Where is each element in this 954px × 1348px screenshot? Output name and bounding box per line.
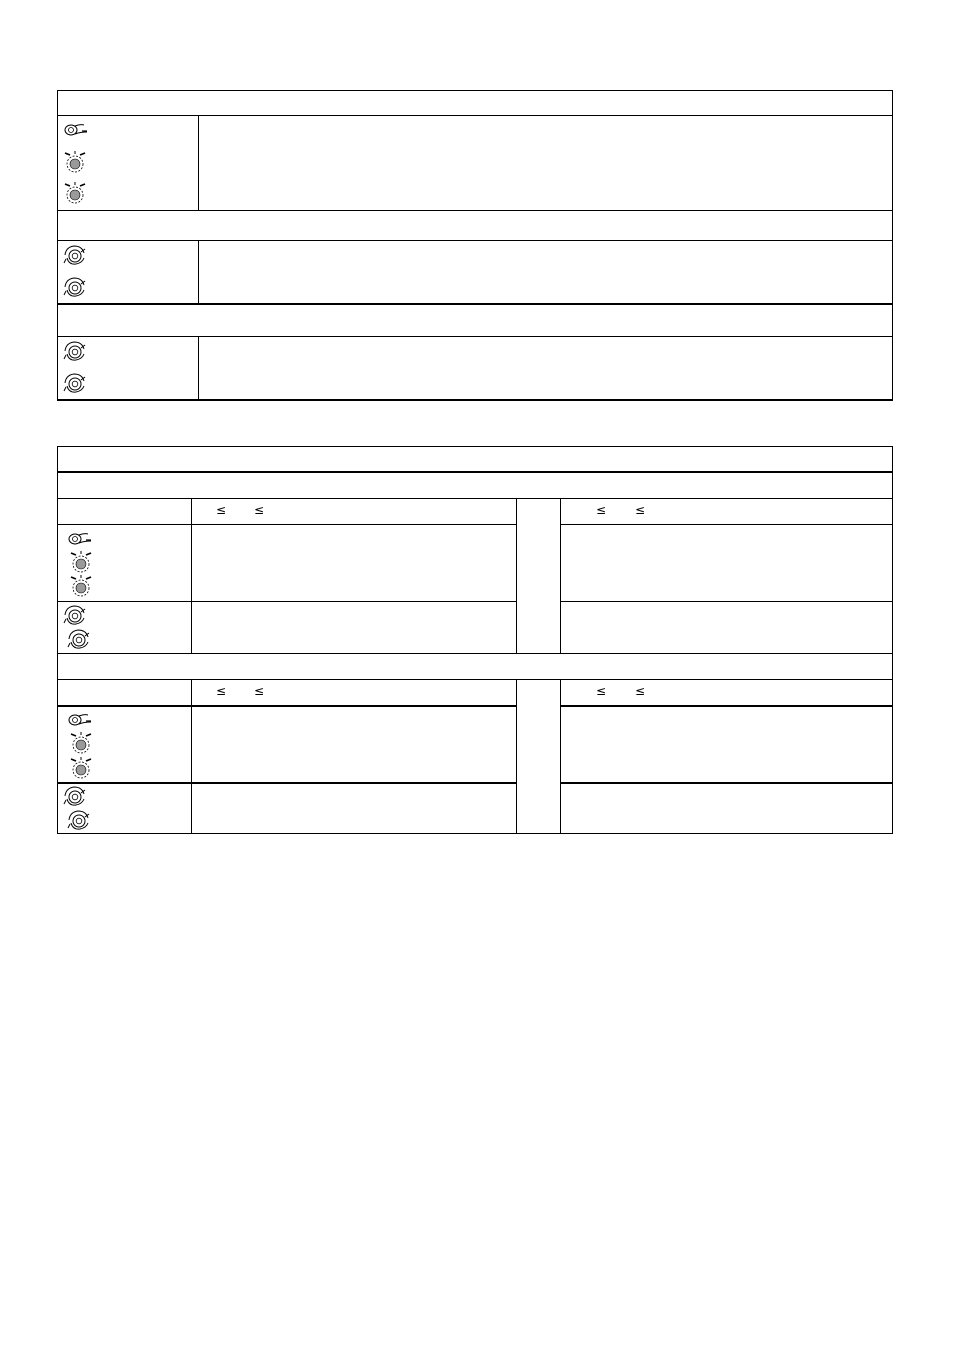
row-divider: [57, 679, 893, 680]
column-divider: [198, 240, 199, 304]
column-divider: [516, 679, 517, 834]
hand-dial-icon: [62, 784, 88, 808]
sensor-lamp-icon: [68, 574, 94, 598]
row-divider: [57, 115, 893, 116]
row-divider: [560, 601, 893, 602]
sensor-lamp-icon: [68, 756, 94, 780]
row-divider: [57, 240, 893, 241]
row-divider: [57, 705, 517, 707]
row-divider: [57, 498, 893, 499]
less-equal-symbol: ≤: [635, 684, 646, 698]
hand-dial-icon: [66, 627, 92, 651]
less-equal-symbol: ≤: [254, 684, 265, 698]
less-equal-symbol: ≤: [254, 503, 265, 517]
row-divider: [57, 601, 517, 602]
row-divider: [57, 303, 893, 305]
table-border: [57, 833, 893, 834]
hand-dial-icon: [62, 243, 88, 267]
hand-dial-icon: [62, 275, 88, 299]
column-divider: [198, 336, 199, 400]
knob-lever-icon: [66, 708, 92, 732]
column-divider: [198, 115, 199, 211]
table-border: [57, 399, 893, 401]
table-border: [57, 90, 893, 91]
row-divider: [57, 653, 893, 654]
row-divider: [57, 524, 517, 525]
hand-dial-icon: [62, 371, 88, 395]
knob-lever-icon: [66, 527, 92, 551]
column-divider: [516, 498, 517, 653]
row-divider: [560, 705, 893, 707]
sensor-lamp-icon: [68, 550, 94, 574]
less-equal-symbol: ≤: [216, 684, 227, 698]
column-divider: [560, 679, 561, 834]
table-border: [892, 90, 893, 400]
less-equal-symbol: ≤: [216, 503, 227, 517]
row-divider: [57, 210, 893, 211]
sensor-lamp-icon: [62, 150, 88, 174]
less-equal-symbol: ≤: [635, 503, 646, 517]
row-divider: [57, 336, 893, 337]
row-divider: [57, 782, 517, 784]
less-equal-symbol: ≤: [596, 684, 607, 698]
table-border: [57, 446, 58, 834]
hand-dial-icon: [66, 808, 92, 832]
sensor-lamp-icon: [68, 731, 94, 755]
knob-lever-icon: [62, 118, 88, 142]
sensor-lamp-icon: [62, 181, 88, 205]
hand-dial-icon: [62, 603, 88, 627]
row-divider: [560, 782, 893, 784]
table-border: [892, 446, 893, 834]
column-divider: [191, 679, 192, 834]
row-divider: [57, 471, 893, 473]
hand-dial-icon: [62, 339, 88, 363]
table-border: [57, 90, 58, 400]
column-divider: [191, 498, 192, 653]
less-equal-symbol: ≤: [596, 503, 607, 517]
table-border: [57, 446, 893, 447]
row-divider: [560, 524, 893, 525]
column-divider: [560, 498, 561, 653]
